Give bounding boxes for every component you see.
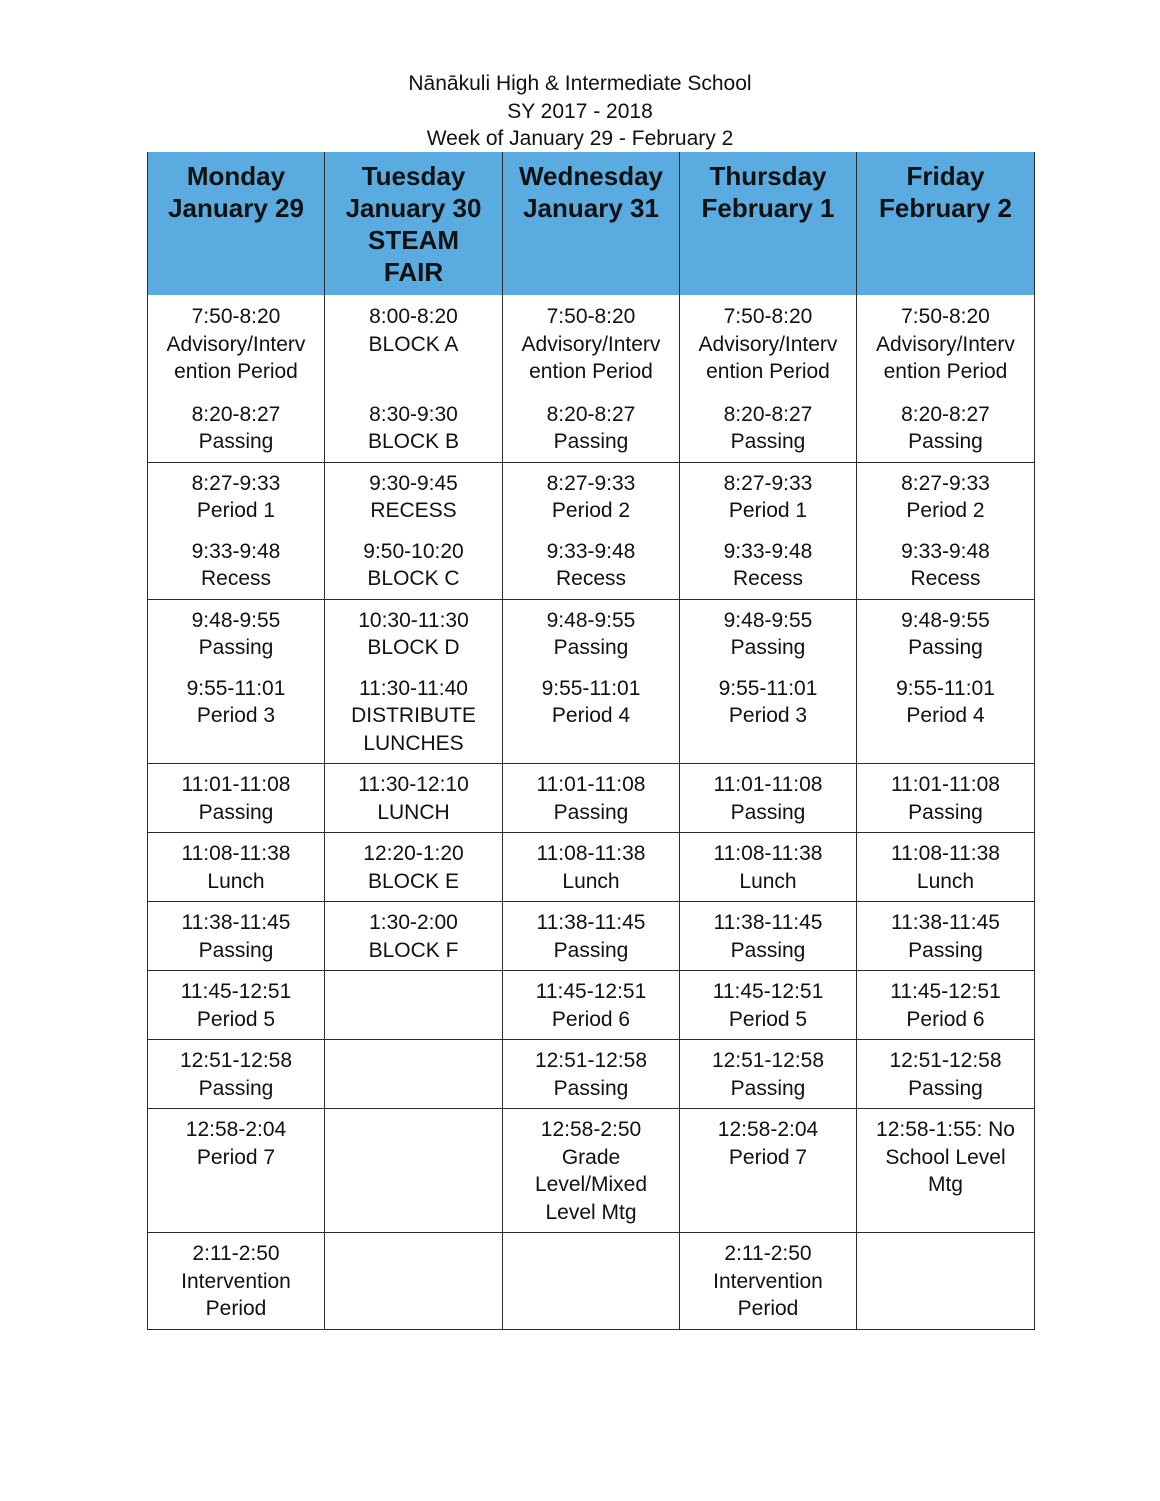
- slot-activity: Intervention: [181, 1269, 291, 1293]
- slot-activity: ention Period: [706, 360, 830, 383]
- slot-activity: ention Period: [529, 360, 653, 383]
- time-slot: 9:48-9:55: [901, 608, 990, 632]
- schedule-row: [148, 1233, 1035, 1330]
- slot-activity: Passing: [198, 800, 274, 824]
- schedule-row: [148, 396, 1035, 463]
- schedule-cell-wednesday: [503, 531, 680, 600]
- slot-activity: Intervention: [713, 1269, 823, 1293]
- slot-activity: Passing: [198, 636, 274, 659]
- schedule-cell-monday: [148, 833, 325, 902]
- schedule-cell-monday: [148, 1109, 325, 1233]
- time-slot: 11:45-12:51: [712, 980, 824, 1003]
- day-header-monday: [148, 152, 325, 295]
- day-header-wednesday: [503, 152, 680, 295]
- schedule-cell-tuesday: [325, 902, 503, 971]
- slot-activity: Period 4: [551, 704, 631, 727]
- time-slot: 11:01-11:08: [891, 773, 1000, 796]
- time-slot: 12:58-2:04: [185, 1118, 287, 1141]
- time-slot: 12:58-1:55: No: [876, 1118, 1015, 1141]
- slot-activity: Level/Mixed: [534, 1173, 648, 1196]
- school-year: SY 2017 - 2018: [507, 99, 653, 123]
- schedule-cell-wednesday: [503, 902, 680, 971]
- schedule-cell-tuesday: [325, 599, 503, 668]
- time-slot: 8:27-9:33: [901, 471, 990, 495]
- time-slot: 9:55-11:01: [186, 676, 286, 700]
- slot-activity: BLOCK C: [367, 567, 460, 590]
- slot-activity: Passing: [908, 430, 983, 453]
- schedule-row: [148, 462, 1035, 531]
- time-slot: 8:20-8:27: [191, 402, 281, 426]
- week-range: Week of January 29 - February 2: [426, 127, 734, 150]
- schedule-row: [148, 531, 1035, 600]
- time-slot: 11:45-12:51: [180, 980, 292, 1003]
- slot-activity: Passing: [553, 430, 629, 453]
- schedule-cell-wednesday: [503, 295, 680, 396]
- schedule-cell-thursday: [680, 668, 857, 764]
- school-name: Nānākuli High & Intermediate School: [408, 72, 752, 95]
- slot-activity: Passing: [730, 636, 806, 659]
- time-slot: 9:33-9:48: [191, 539, 281, 563]
- slot-activity: Period 7: [728, 1145, 808, 1169]
- slot-activity: Passing: [730, 430, 806, 453]
- time-slot: 8:27-9:33: [723, 471, 813, 495]
- schedule-cell-tuesday: [325, 971, 503, 1040]
- time-slot: 11:30-12:10: [358, 773, 469, 796]
- slot-activity: Lunch: [916, 869, 975, 893]
- day-header-friday: [857, 152, 1035, 295]
- slot-activity: RECESS: [370, 499, 457, 522]
- schedule-cell-monday: [148, 599, 325, 668]
- time-slot: 11:08-11:38: [713, 842, 823, 865]
- slot-activity: Grade: [561, 1145, 621, 1169]
- slot-activity: Level Mtg: [545, 1200, 637, 1224]
- slot-activity: Lunch: [562, 869, 620, 893]
- schedule-row: [148, 295, 1035, 396]
- page-title-block: [0, 70, 1160, 153]
- slot-activity: ention Period: [174, 360, 298, 383]
- slot-activity: Period 1: [196, 499, 276, 522]
- time-slot: 9:50-10:20: [363, 539, 464, 563]
- schedule-cell-monday: [148, 295, 325, 396]
- time-slot: 11:30-11:40: [359, 676, 468, 700]
- day-header-line: February 2: [879, 193, 1012, 223]
- slot-activity: Period 3: [196, 704, 276, 727]
- time-slot: 11:45-12:51: [535, 980, 647, 1003]
- slot-activity: Mtg: [927, 1173, 963, 1196]
- schedule-cell-tuesday: [325, 833, 503, 902]
- schedule-cell-thursday: [680, 396, 857, 463]
- time-slot: 12:51-12:58: [711, 1049, 825, 1072]
- slot-activity: Advisory/Interv: [698, 332, 838, 356]
- schedule-cell-friday: [857, 1109, 1035, 1233]
- schedule-cell-thursday: [680, 295, 857, 396]
- schedule-cell-wednesday: [503, 764, 680, 833]
- time-slot: 7:50-8:20: [723, 305, 813, 328]
- slot-activity: Passing: [553, 636, 629, 659]
- slot-activity: BLOCK E: [367, 869, 460, 893]
- time-slot: 11:01-11:08: [536, 773, 646, 796]
- day-header-line: Tuesday: [361, 161, 466, 191]
- schedule-cell-friday: [857, 668, 1035, 764]
- day-header-line: FAIR: [383, 257, 444, 287]
- time-slot: 8:27-9:33: [546, 471, 636, 495]
- schedule-cell-wednesday: [503, 396, 680, 463]
- day-header-line: January 29: [168, 193, 304, 223]
- day-header-line: Wednesday: [518, 161, 663, 191]
- slot-activity: Period: [737, 1297, 799, 1320]
- slot-activity: BLOCK A: [368, 332, 459, 356]
- time-slot: 2:11-2:50: [192, 1242, 280, 1265]
- slot-activity: Advisory/Interv: [521, 332, 661, 356]
- schedule-row: [148, 971, 1035, 1040]
- slot-activity: Passing: [908, 1076, 983, 1100]
- slot-activity: LUNCHES: [363, 731, 464, 755]
- schedule-cell-friday: [857, 902, 1035, 971]
- slot-activity: Passing: [553, 1076, 629, 1100]
- time-slot: 7:50-8:20: [191, 305, 281, 328]
- day-header-row: [148, 152, 1035, 295]
- schedule-cell-friday: [857, 764, 1035, 833]
- schedule-cell-friday: [857, 396, 1035, 463]
- time-slot: 8:27-9:33: [191, 471, 281, 495]
- schedule-cell-monday: [148, 531, 325, 600]
- schedule-cell-monday: [148, 764, 325, 833]
- slot-activity: Period: [205, 1297, 267, 1320]
- day-header-line: Friday: [906, 161, 985, 191]
- schedule-cell-thursday: [680, 902, 857, 971]
- schedule-cell-tuesday: [325, 1109, 503, 1233]
- time-slot: 9:33-9:48: [723, 539, 813, 563]
- time-slot: 12:58-2:50: [540, 1118, 642, 1141]
- time-slot: 9:33-9:48: [901, 539, 990, 563]
- time-slot: 9:55-11:01: [896, 676, 995, 700]
- schedule-cell-thursday: [680, 1109, 857, 1233]
- slot-activity: BLOCK F: [368, 938, 459, 962]
- schedule-cell-friday: [857, 531, 1035, 600]
- slot-activity: Passing: [730, 800, 806, 824]
- slot-activity: Advisory/Interv: [876, 332, 1015, 356]
- day-header-tuesday: [325, 152, 503, 295]
- time-slot: 9:55-11:01: [718, 676, 818, 700]
- slot-activity: Period 7: [196, 1145, 276, 1169]
- schedule-cell-thursday: [680, 531, 857, 600]
- slot-activity: Period 2: [906, 499, 985, 522]
- schedule-cell-tuesday: [325, 1233, 503, 1330]
- schedule-cell-thursday: [680, 833, 857, 902]
- schedule-row: [148, 599, 1035, 668]
- schedule-row: [148, 833, 1035, 902]
- slot-activity: LUNCH: [377, 800, 450, 824]
- schedule-cell-thursday: [680, 599, 857, 668]
- slot-activity: Lunch: [739, 869, 797, 893]
- schedule-cell-friday: [857, 1233, 1035, 1330]
- slot-activity: Recess: [555, 567, 627, 590]
- slot-activity: Period 6: [551, 1007, 631, 1031]
- schedule-cell-tuesday: [325, 668, 503, 764]
- time-slot: 11:38-11:45: [181, 911, 291, 934]
- time-slot: 7:50-8:20: [546, 305, 636, 328]
- schedule-cell-friday: [857, 462, 1035, 531]
- time-slot: 11:08-11:38: [891, 842, 1000, 865]
- schedule-cell-thursday: [680, 1233, 857, 1330]
- time-slot: 1:30-2:00: [369, 911, 458, 934]
- slot-activity: Period 4: [906, 704, 985, 727]
- schedule-cell-monday: [148, 971, 325, 1040]
- schedule-cell-wednesday: [503, 599, 680, 668]
- schedule-cell-friday: [857, 295, 1035, 396]
- schedule-cell-wednesday: [503, 1040, 680, 1109]
- slot-activity: BLOCK B: [367, 430, 460, 453]
- slot-activity: Recess: [200, 567, 272, 590]
- schedule-row: [148, 1040, 1035, 1109]
- schedule-cell-friday: [857, 833, 1035, 902]
- schedule-cell-monday: [148, 396, 325, 463]
- time-slot: 8:00-8:20: [369, 305, 458, 328]
- schedule-cell-tuesday: [325, 295, 503, 396]
- schedule-cell-friday: [857, 971, 1035, 1040]
- schedule-cell-wednesday: [503, 668, 680, 764]
- schedule-row: [148, 764, 1035, 833]
- schedule-cell-friday: [857, 599, 1035, 668]
- slot-activity: Advisory/Interv: [166, 332, 306, 356]
- time-slot: 11:08-11:38: [536, 842, 646, 865]
- time-slot: 12:51-12:58: [889, 1049, 1002, 1072]
- schedule-cell-wednesday: [503, 971, 680, 1040]
- schedule-cell-wednesday: [503, 833, 680, 902]
- time-slot: 11:38-11:45: [713, 911, 823, 934]
- slot-activity: Period 3: [728, 704, 808, 727]
- schedule-cell-friday: [857, 1040, 1035, 1109]
- schedule-cell-thursday: [680, 1040, 857, 1109]
- schedule-cell-monday: [148, 668, 325, 764]
- schedule-cell-thursday: [680, 971, 857, 1040]
- slot-activity: Recess: [732, 567, 804, 590]
- day-header-line: STEAM: [368, 225, 459, 255]
- time-slot: 12:20-1:20: [363, 842, 464, 865]
- time-slot: 12:51-12:58: [534, 1049, 648, 1072]
- slot-activity: Passing: [553, 800, 629, 824]
- time-slot: 9:48-9:55: [191, 608, 281, 632]
- schedule-cell-thursday: [680, 462, 857, 531]
- day-header-thursday: [680, 152, 857, 295]
- slot-activity: Passing: [553, 938, 629, 962]
- slot-activity: School Level: [885, 1145, 1006, 1169]
- time-slot: 2:11-2:50: [724, 1242, 812, 1265]
- time-slot: 10:30-11:30: [358, 608, 469, 632]
- schedule-body: [148, 295, 1035, 1329]
- schedule-cell-tuesday: [325, 396, 503, 463]
- slot-activity: Period 6: [906, 1007, 985, 1031]
- time-slot: 11:01-11:08: [181, 773, 291, 796]
- slot-activity: ention Period: [883, 360, 1008, 383]
- time-slot: 9:55-11:01: [541, 676, 641, 700]
- schedule-cell-monday: [148, 462, 325, 531]
- time-slot: 8:30-9:30: [369, 402, 458, 426]
- slot-activity: Passing: [730, 1076, 806, 1100]
- slot-activity: Period 1: [728, 499, 808, 522]
- slot-activity: Period 5: [196, 1007, 276, 1031]
- slot-activity: Passing: [198, 1076, 274, 1100]
- day-header-line: February 1: [701, 193, 835, 223]
- slot-activity: DISTRIBUTE: [351, 704, 476, 727]
- schedule-cell-tuesday: [325, 531, 503, 600]
- schedule-cell-wednesday: [503, 1109, 680, 1233]
- time-slot: 11:38-11:45: [891, 911, 1000, 934]
- schedule-row: [148, 1109, 1035, 1233]
- schedule-row: [148, 902, 1035, 971]
- slot-activity: Passing: [908, 636, 983, 659]
- time-slot: 9:48-9:55: [723, 608, 813, 632]
- slot-activity: Passing: [198, 430, 274, 453]
- schedule-row: [148, 668, 1035, 764]
- slot-activity: Passing: [908, 800, 983, 824]
- schedule-cell-wednesday: [503, 1233, 680, 1330]
- time-slot: 11:08-11:38: [181, 842, 291, 865]
- time-slot: 9:30-9:45: [369, 471, 458, 495]
- day-header-line: Thursday: [709, 161, 827, 191]
- schedule-cell-monday: [148, 1233, 325, 1330]
- time-slot: 8:20-8:27: [546, 402, 636, 426]
- time-slot: 12:51-12:58: [179, 1049, 293, 1072]
- time-slot: 9:33-9:48: [546, 539, 636, 563]
- schedule-cell-thursday: [680, 764, 857, 833]
- slot-activity: Passing: [730, 938, 806, 962]
- schedule-cell-monday: [148, 902, 325, 971]
- schedule-cell-monday: [148, 1040, 325, 1109]
- time-slot: 11:01-11:08: [713, 773, 823, 796]
- time-slot: 11:38-11:45: [536, 911, 646, 934]
- time-slot: 9:48-9:55: [546, 608, 636, 632]
- slot-activity: Period 2: [551, 499, 631, 522]
- time-slot: 8:20-8:27: [723, 402, 813, 426]
- time-slot: 8:20-8:27: [901, 402, 990, 426]
- slot-activity: Period 5: [728, 1007, 808, 1031]
- schedule-table: [147, 152, 1035, 1330]
- slot-activity: BLOCK D: [367, 636, 460, 659]
- time-slot: 12:58-2:04: [717, 1118, 819, 1141]
- slot-activity: Lunch: [207, 869, 265, 893]
- slot-activity: Recess: [910, 567, 981, 590]
- schedule-cell-tuesday: [325, 1040, 503, 1109]
- slot-activity: Passing: [908, 938, 983, 962]
- day-header-line: Monday: [186, 161, 286, 191]
- slot-activity: Passing: [198, 938, 274, 962]
- day-header-line: January 30: [345, 193, 482, 223]
- schedule-cell-tuesday: [325, 462, 503, 531]
- time-slot: 11:45-12:51: [890, 980, 1001, 1003]
- schedule-cell-tuesday: [325, 764, 503, 833]
- schedule-cell-wednesday: [503, 462, 680, 531]
- day-header-line: January 31: [523, 193, 659, 223]
- time-slot: 7:50-8:20: [901, 305, 990, 328]
